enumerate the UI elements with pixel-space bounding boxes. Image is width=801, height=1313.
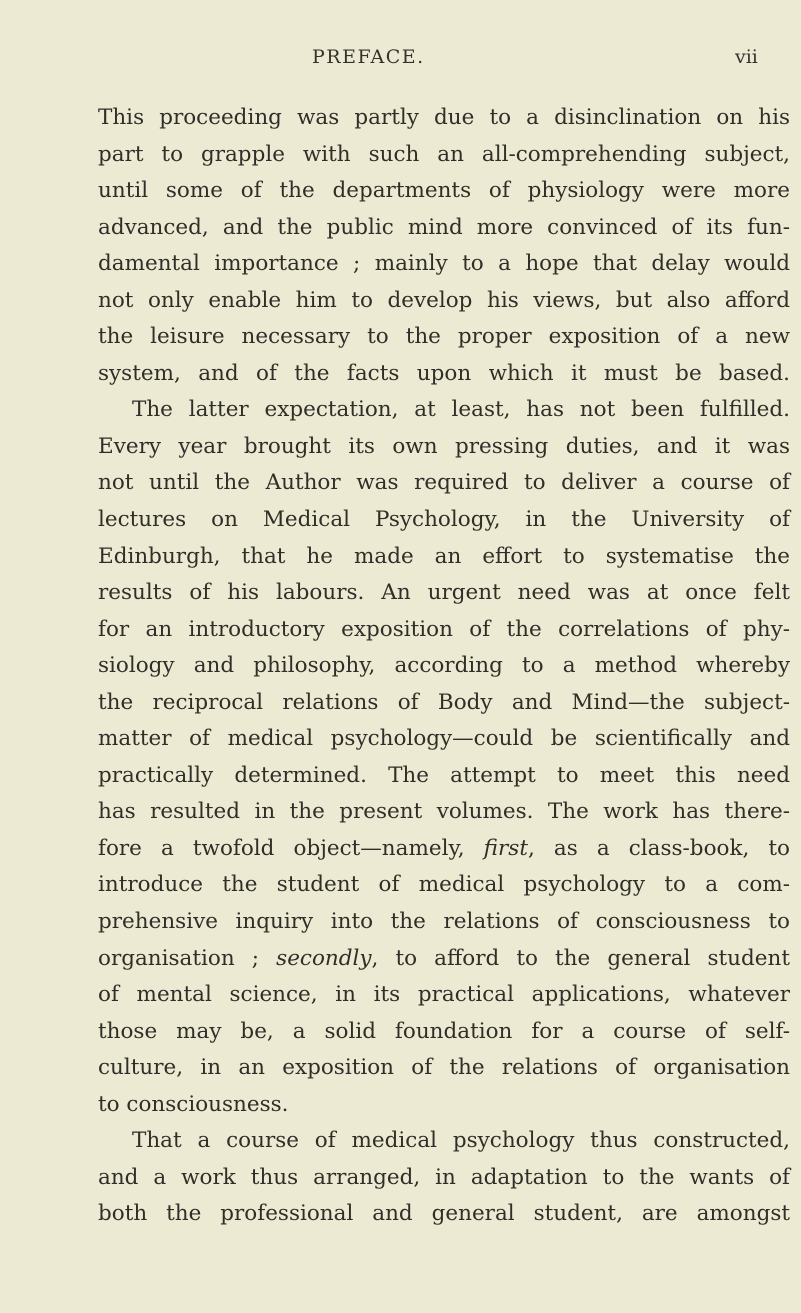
text-segment: , as a class-book, to: [527, 835, 790, 861]
text-line: prehensive inquiry into the relations of consciousness to: [98, 909, 790, 935]
text-line: siology and philosophy, according to a method whereby: [98, 653, 790, 679]
text-segment: organisation ;: [98, 945, 277, 971]
text-line: practically determined. The attempt to meet this need: [98, 762, 790, 788]
text-line: not only enable him to develop his views, but also afford: [98, 287, 790, 313]
text-line: introduce the student of medical psychology to a com-: [98, 872, 790, 898]
text-line: until some of the departments of physiology were more: [98, 178, 790, 204]
text-line: those may be, a solid foundation for a course of self-: [98, 1018, 790, 1044]
italic-secondly: secondly: [276, 945, 372, 971]
text-line: results of his labours. An urgent need was at once felt: [98, 580, 790, 606]
text-line: and a work thus arranged, in adaptation to the wants of: [98, 1164, 790, 1190]
text-line: culture, in an exposition of the relations of organisation: [98, 1055, 790, 1081]
text-line: the reciprocal relations of Body and Mind—the subject-: [98, 689, 790, 715]
text-line: system, and of the facts upon which it must be based.: [98, 360, 790, 386]
text-line: Edinburgh, that he made an effort to systematise the: [98, 543, 790, 569]
text-line: the leisure necessary to the proper exposition of a new: [98, 324, 790, 350]
text-line: both the professional and general student, are amongst: [98, 1201, 790, 1227]
text-line: for an introductory exposition of the correlations of phy-: [98, 616, 790, 642]
text-line: has resulted in the present volumes. The work has there-: [98, 799, 790, 825]
text-line-mixed: [98, 831, 790, 868]
text-segment: fore a twofold object—namely,: [98, 835, 484, 861]
text-line: of mental science, in its practical applications, whatever: [98, 982, 790, 1008]
page-header: [0, 46, 801, 82]
preface-body: [98, 100, 790, 1233]
page-number: vii: [735, 46, 758, 68]
text-line: not until the Author was required to deliver a course of: [98, 470, 790, 496]
text-line: damental importance ; mainly to a hope that delay would: [98, 251, 790, 277]
text-line-mixed: [98, 941, 790, 978]
text-line: lectures on Medical Psychology, in the University of: [98, 507, 790, 533]
paragraph-start-line: The latter expectation, at least, has not been fulfilled.: [132, 397, 790, 423]
text-line: This proceeding was partly due to a disinclination on his: [98, 105, 790, 130]
running-title: PREFACE.: [312, 46, 425, 68]
paragraph-end-line: to consciousness.: [98, 1091, 289, 1117]
text-line: matter of medical psychology—could be scientifically and: [98, 726, 790, 752]
text-segment: , to afford to the general student: [371, 945, 790, 971]
text-line: Every year brought its own pressing duties, and it was: [98, 433, 790, 459]
italic-first: first: [483, 835, 528, 861]
text-line: part to grapple with such an all-comprehending subject,: [98, 141, 790, 167]
paragraph-start-line: That a course of medical psychology thus constructed,: [132, 1128, 790, 1154]
text-line: advanced, and the public mind more convinced of its fun-: [98, 214, 790, 240]
